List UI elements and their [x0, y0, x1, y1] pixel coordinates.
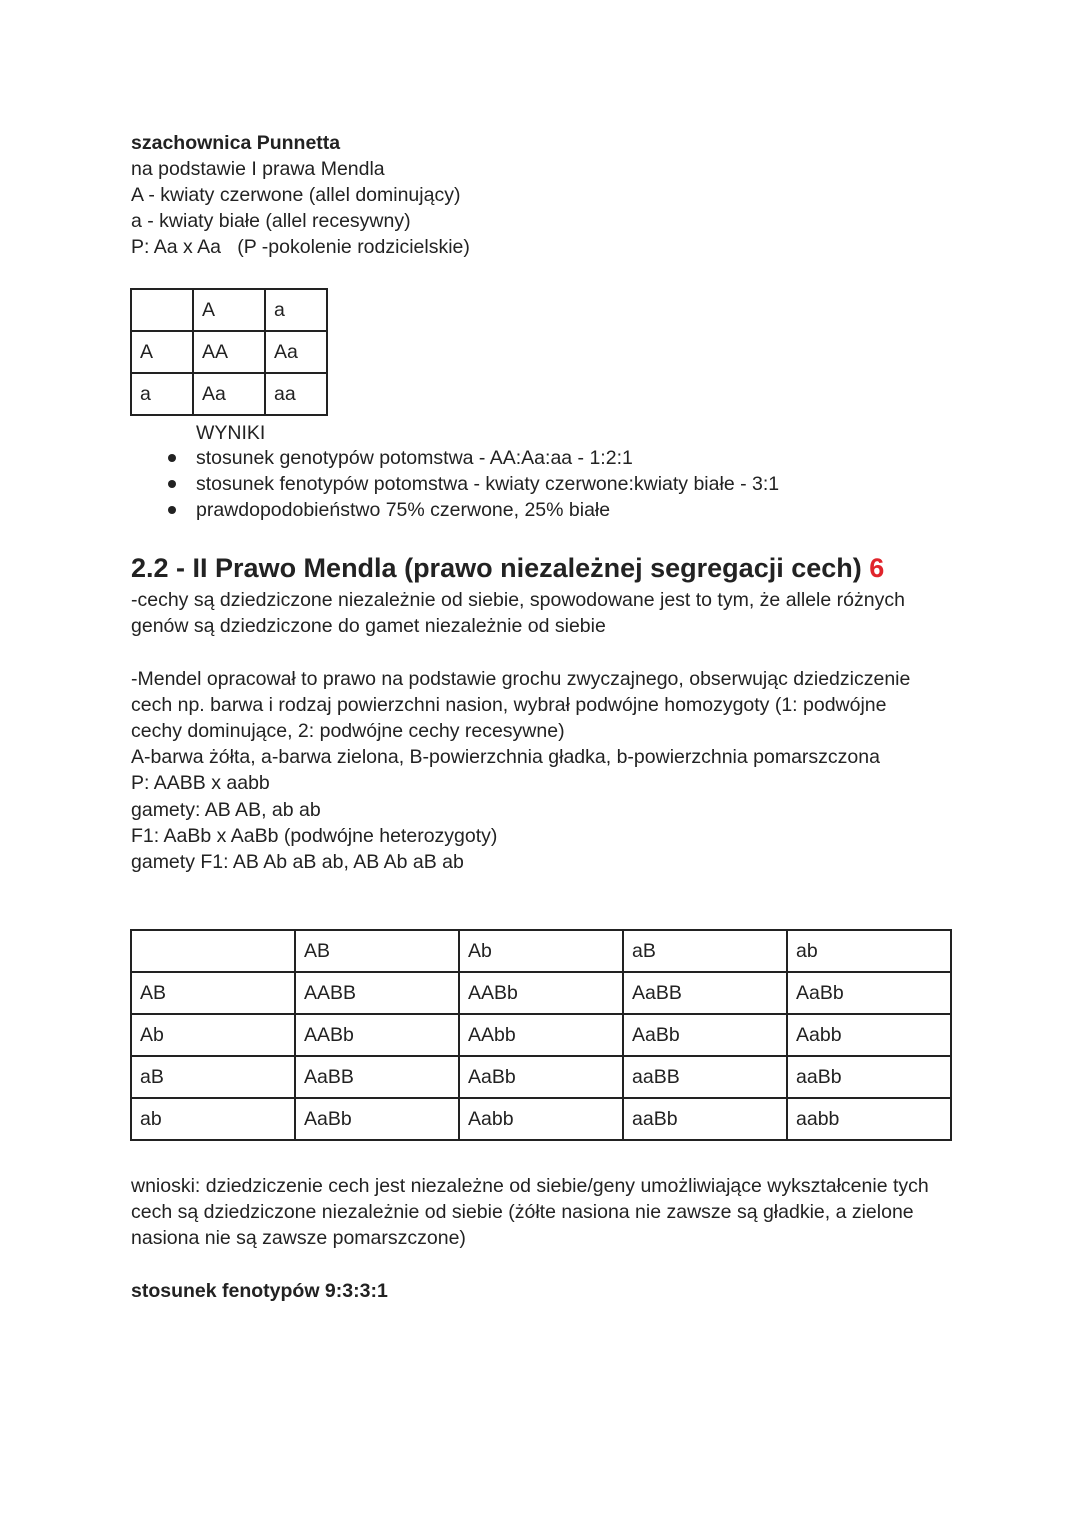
text-line: -cechy są dziedziczone niezależnie od siebie, spowodowane jest to tym, że allele różnych [131, 589, 905, 611]
text-line: cech np. barwa i rodzaj powierzchni nasion, wybrał podwójne homozygoty (1: podwójne [131, 694, 887, 716]
table-cell: Aa [265, 331, 327, 373]
table-cell: AABb [295, 1014, 459, 1056]
table-row [131, 972, 951, 1014]
table-cell [131, 289, 193, 331]
table-row [131, 1014, 951, 1056]
text-line: F1: AaBb x AaBb (podwójne heterozygoty) [131, 825, 498, 847]
text-line: A-barwa żółta, a-barwa zielona, B-powierzchnia gładka, b-powierzchnia pomarszczona [131, 746, 880, 768]
table-cell: aa [265, 373, 327, 415]
text-line: P: AABB x aabb [131, 772, 270, 794]
table-cell: AaBb [623, 1014, 787, 1056]
table-cell: AaBb [295, 1098, 459, 1140]
text-line: nasiona nie są zawsze pomarszczone) [131, 1227, 466, 1249]
phenotype-ratio: stosunek fenotypów 9:3:3:1 [131, 1280, 388, 1302]
table-cell: aB [623, 930, 787, 972]
section-title: szachownica Punnetta [131, 132, 341, 154]
table-cell: a [265, 289, 327, 331]
list-item: stosunek genotypów potomstwa - AA:Aa:aa - 1:2:1 [131, 445, 779, 471]
table-row [131, 289, 327, 331]
table-cell [131, 930, 295, 972]
table-row [131, 930, 951, 972]
table-cell: Aa [193, 373, 265, 415]
text-line: A - kwiaty czerwone (allel dominujący) [131, 184, 461, 206]
text-line: genów są dziedziczone do gamet niezależnie od siebie [131, 615, 606, 637]
list-item: stosunek fenotypów potomstwa - kwiaty czerwone:kwiaty białe - 3:1 [131, 471, 779, 497]
text-line: P: Aa x Aa (P -pokolenie rodzicielskie) [131, 236, 470, 258]
table-cell: aaBb [623, 1098, 787, 1140]
text-line: na podstawie I prawa Mendla [131, 158, 385, 180]
table-cell: aaBb [787, 1056, 951, 1098]
text-line: a - kwiaty białe (allel recesywny) [131, 210, 411, 232]
table-cell: Aabb [787, 1014, 951, 1056]
results-label: WYNIKI [196, 422, 266, 444]
table-row [131, 1098, 951, 1140]
table-cell: Ab [459, 930, 623, 972]
punnett-square-monohybrid [130, 288, 328, 416]
table-cell: AaBB [623, 972, 787, 1014]
table-row [131, 1056, 951, 1098]
heading-text: 2.2 - II Prawo Mendla (prawo niezależnej segregacji cech) [131, 553, 862, 583]
table-cell: Ab [131, 1014, 295, 1056]
table-cell: AB [131, 972, 295, 1014]
table-cell: aabb [787, 1098, 951, 1140]
bullet-icon [168, 454, 176, 462]
table-cell: AB [295, 930, 459, 972]
table-cell: A [131, 331, 193, 373]
table-cell: AABb [459, 972, 623, 1014]
results-list [131, 445, 779, 523]
table-row [131, 373, 327, 415]
text-line: cech są dziedziczone niezależnie od siebie (żółte nasiona nie zawsze są gładkie, a zielone [131, 1201, 914, 1223]
table-row [131, 331, 327, 373]
table-cell: AABB [295, 972, 459, 1014]
punnett-square-dihybrid [130, 929, 952, 1141]
heading-number: 6 [869, 553, 885, 583]
section-heading [131, 551, 884, 585]
table-cell: ab [787, 930, 951, 972]
table-cell: a [131, 373, 193, 415]
table-cell: aB [131, 1056, 295, 1098]
table-cell: A [193, 289, 265, 331]
table-cell: ab [131, 1098, 295, 1140]
table-cell: aaBB [623, 1056, 787, 1098]
text-line: cechy dominujące, 2: podwójne cechy recesywne) [131, 720, 565, 742]
table-cell: Aabb [459, 1098, 623, 1140]
text-line: wnioski: dziedziczenie cech jest niezależne od siebie/geny umożliwiające wykształcenie tych [131, 1175, 929, 1197]
table-cell: AaBB [295, 1056, 459, 1098]
text-line: gamety: AB AB, ab ab [131, 799, 321, 821]
bullet-icon [168, 480, 176, 488]
list-item: prawdopodobieństwo 75% czerwone, 25% białe [131, 497, 779, 523]
table-cell: AA [193, 331, 265, 373]
bullet-icon [168, 506, 176, 514]
table-cell: AAbb [459, 1014, 623, 1056]
table-cell: AaBb [787, 972, 951, 1014]
table-cell: AaBb [459, 1056, 623, 1098]
text-line: -Mendel opracował to prawo na podstawie grochu zwyczajnego, obserwując dziedziczenie [131, 668, 911, 690]
text-line: gamety F1: AB Ab aB ab, AB Ab aB ab [131, 851, 464, 873]
